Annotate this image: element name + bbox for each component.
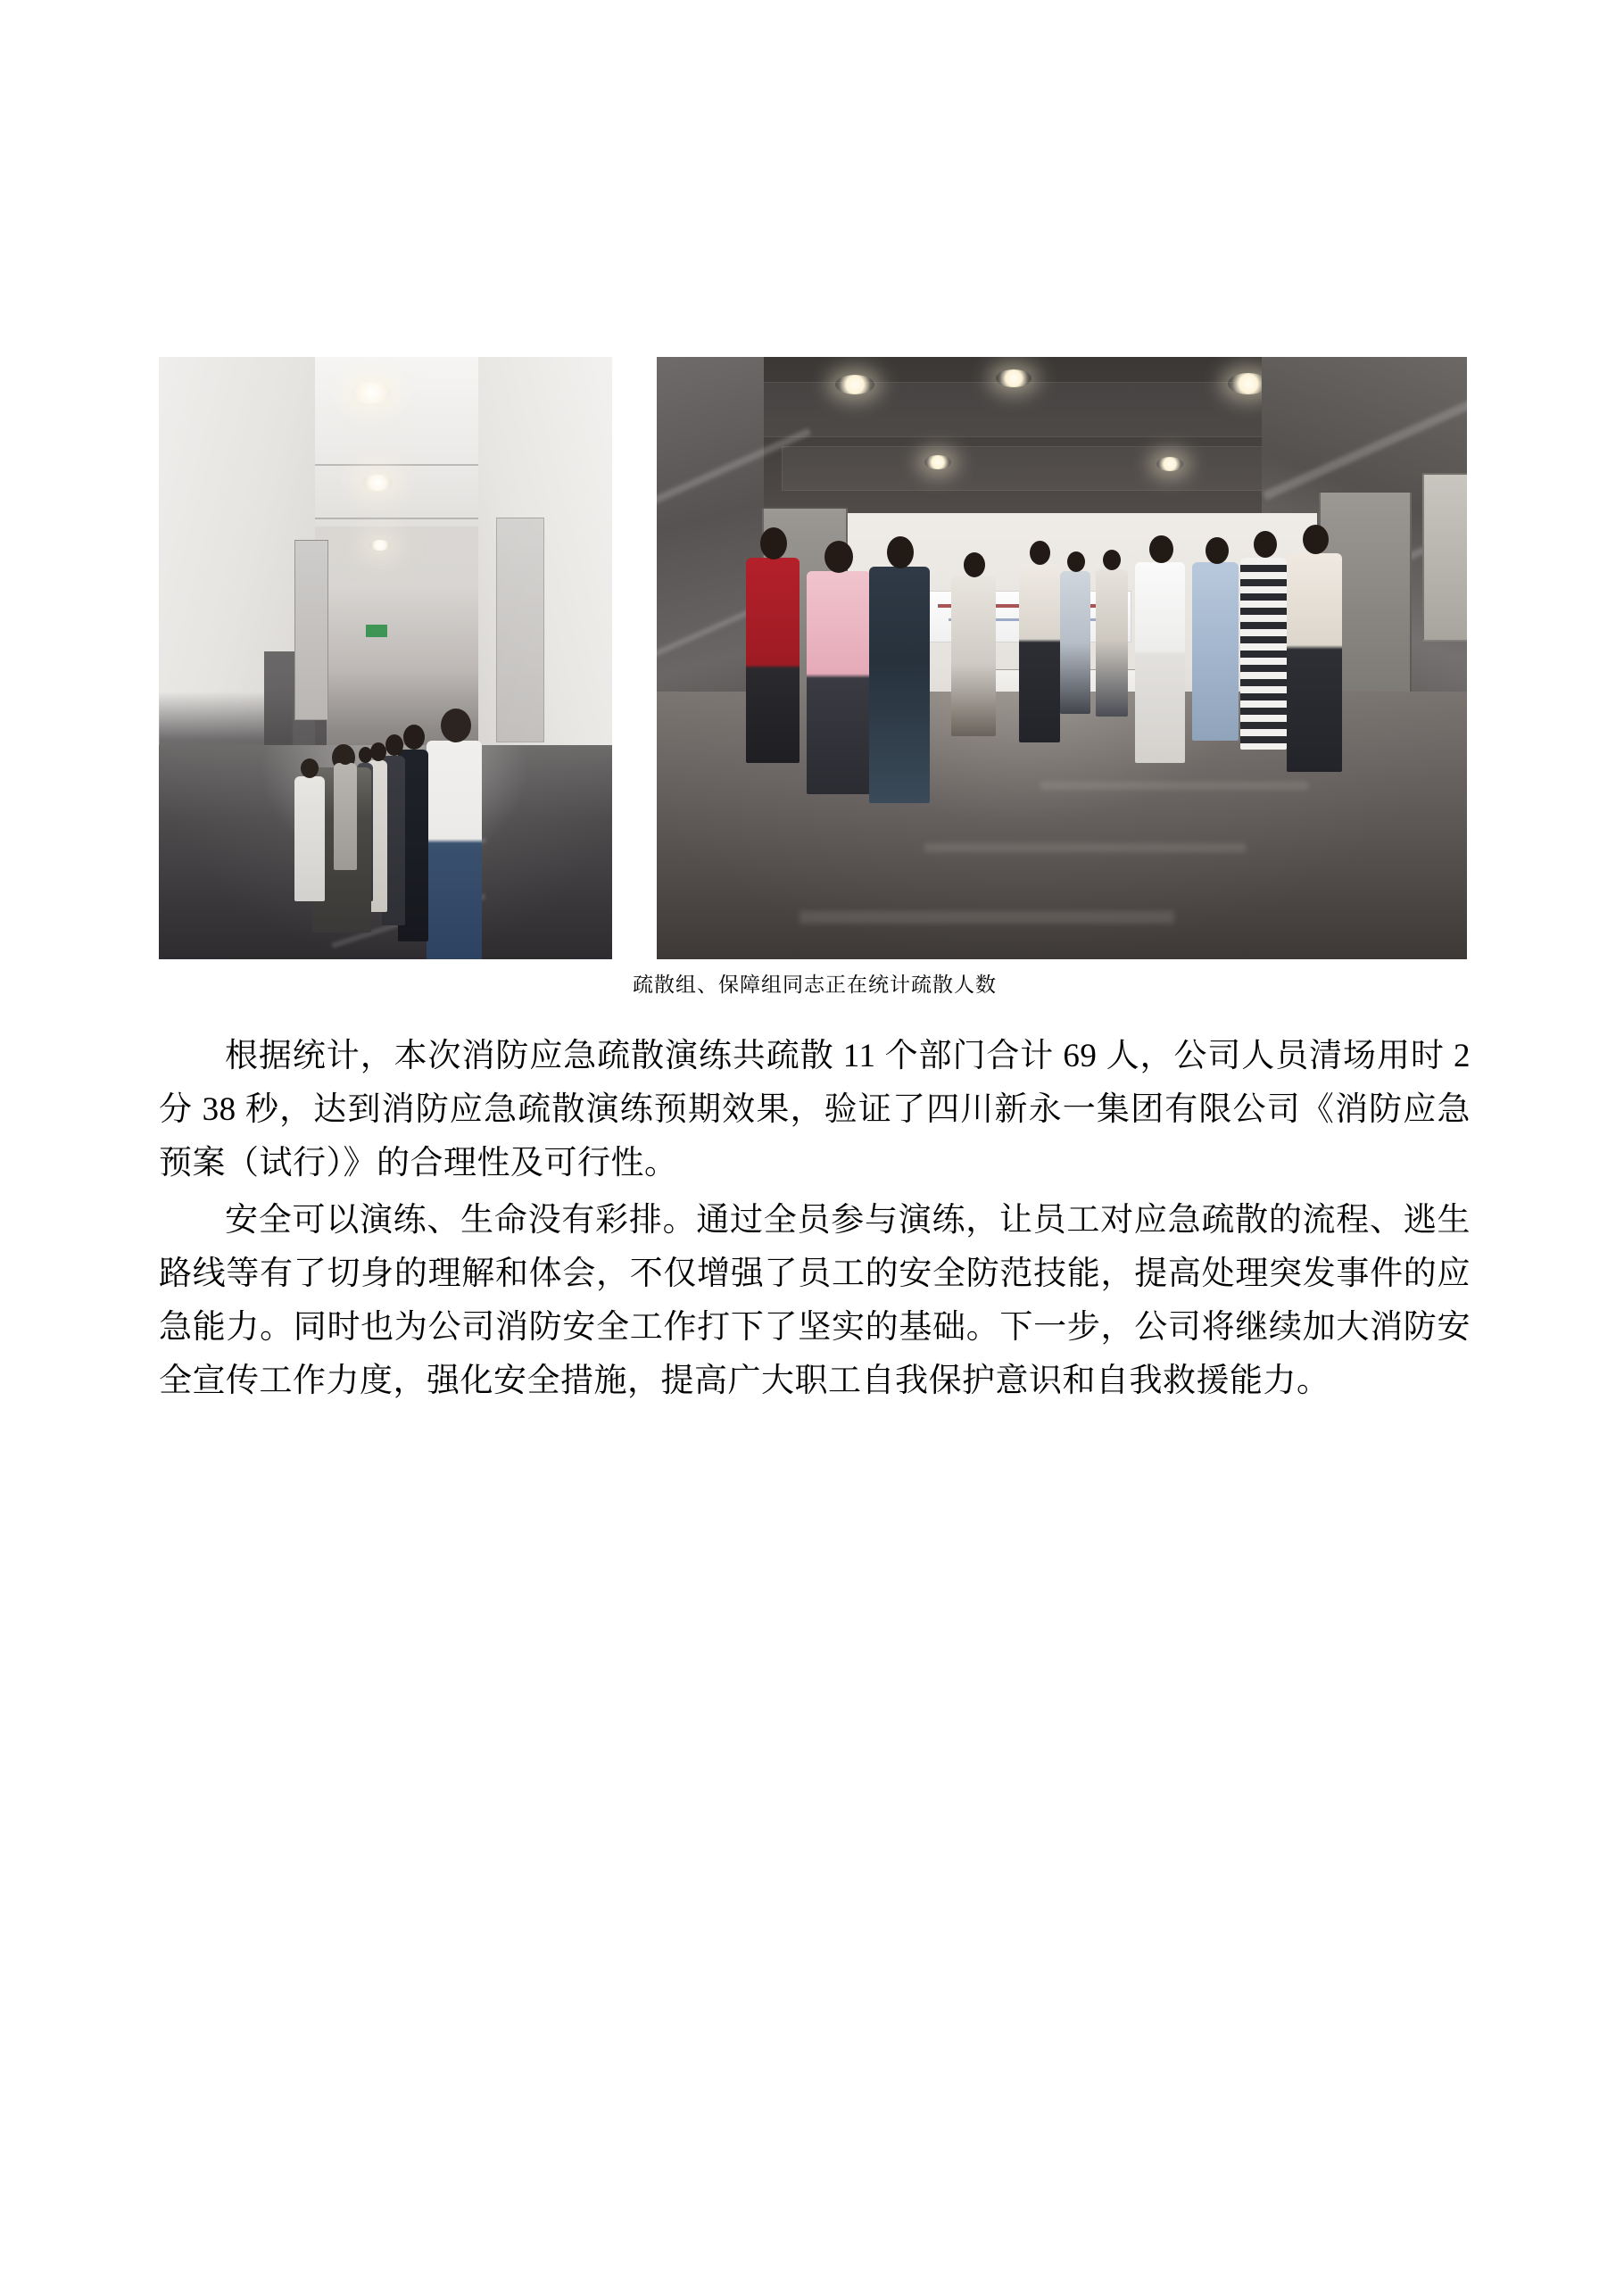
floor-reflection xyxy=(924,843,1246,852)
person-head xyxy=(1303,525,1329,554)
floor-reflection xyxy=(800,911,1174,924)
exit-sign xyxy=(366,625,387,637)
paragraph-2: 安全可以演练、生命没有彩排。通过全员参与演练，让员工对应急疏散的流程、逃生路线等有了切身的理解和体会，不仅增强了员工的安全防范技能，提高处理突发事件的应急能力。同时也为公司消防安全工作打下了坚实的基础。下一步，公司将继续加大消防安全宣传工作力度，强化安全措施，提高广大职工自我保护意识和自我救援能力。 xyxy=(159,1201,1471,1399)
person-head xyxy=(337,747,353,765)
corridor-door xyxy=(496,518,544,742)
floor-reflection xyxy=(1040,782,1308,790)
ceiling-seam xyxy=(293,464,507,466)
lobby-photo xyxy=(657,357,1467,959)
corridor-photo xyxy=(159,357,612,959)
person-head xyxy=(359,747,372,763)
body-text xyxy=(159,1030,1471,1408)
person-standing xyxy=(807,571,871,794)
ceiling-light xyxy=(924,455,951,469)
paragraph-1: 根据统计，本次消防应急疏散演练共疏散 11 个部门合计 69 人，公司人员清场用时 2 分 38 秒，达到消防应急疏散演练预期效果，验证了四川新永一集团有限公司《消防应急预案（试行）》的合理性及可行性。 xyxy=(159,1038,1471,1181)
person-head xyxy=(1067,551,1085,572)
figure-row xyxy=(159,357,1471,959)
person-head xyxy=(964,552,985,577)
person-standing xyxy=(1192,562,1239,741)
person-standing xyxy=(334,763,357,870)
ceiling-light xyxy=(1156,457,1183,471)
ceiling-light xyxy=(362,475,393,491)
person-head xyxy=(370,742,386,761)
page-content xyxy=(159,357,1471,1412)
ceiling-panel xyxy=(782,446,1337,491)
person-head xyxy=(887,536,914,568)
wall-panel xyxy=(1422,473,1467,642)
person-standing xyxy=(951,576,996,736)
person-standing xyxy=(1287,553,1342,772)
person-standing xyxy=(1096,569,1128,717)
person-head xyxy=(385,734,403,756)
person-standing xyxy=(1240,558,1287,750)
person-head xyxy=(1254,531,1277,558)
person-head xyxy=(301,758,319,778)
person-standing xyxy=(869,567,930,803)
ceiling-light xyxy=(351,382,392,403)
corridor-door xyxy=(294,540,328,720)
person-head xyxy=(1030,541,1050,565)
ceiling-light xyxy=(369,540,391,551)
person-head xyxy=(760,527,787,559)
person-walking xyxy=(1019,564,1060,742)
figure-caption: 疏散组、保障组同志正在统计疏散人数 xyxy=(633,974,997,997)
person-head xyxy=(441,709,471,742)
person-head xyxy=(1149,535,1173,563)
person-standing xyxy=(427,741,482,959)
person-head xyxy=(403,725,425,750)
ceiling-light xyxy=(996,369,1032,387)
ceiling-seam xyxy=(311,518,489,519)
person-head xyxy=(824,541,853,573)
person-head xyxy=(1206,537,1229,564)
person-standing xyxy=(1135,562,1185,763)
person-head xyxy=(1103,550,1121,570)
person-standing xyxy=(1060,571,1090,714)
ceiling-light xyxy=(835,375,874,394)
person-standing xyxy=(746,558,800,763)
person-standing xyxy=(294,776,325,901)
